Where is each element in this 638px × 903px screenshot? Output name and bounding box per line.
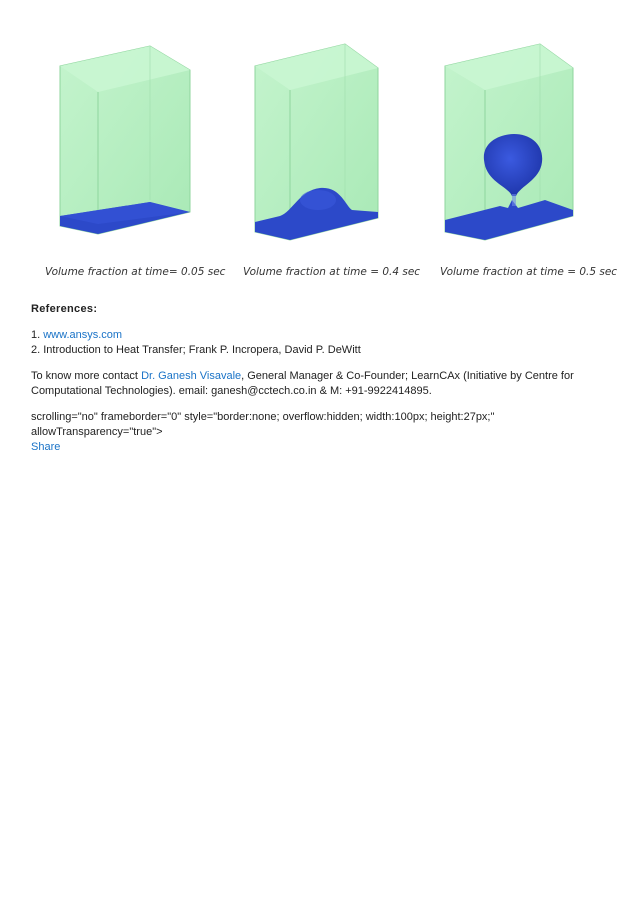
contact-intro: To know more contact bbox=[31, 370, 142, 382]
caption-panel-1: Volume fraction at time= 0.05 sec bbox=[45, 266, 226, 278]
caption-panel-3: Volume fraction at time = 0.5 sec bbox=[440, 266, 618, 278]
references-heading: References: bbox=[31, 303, 98, 315]
caption-panel-2: Volume fraction at time = 0.4 sec bbox=[243, 266, 421, 278]
reference-item-1 bbox=[31, 328, 601, 343]
embed-code-line-2: allowTransparency="true"> bbox=[31, 426, 163, 438]
contact-paragraph bbox=[31, 369, 601, 399]
volume-fraction-figure bbox=[0, 0, 638, 290]
panel-1-box bbox=[60, 46, 190, 234]
reference-1-prefix: 1. bbox=[31, 329, 44, 341]
share-link[interactable]: Share bbox=[31, 441, 61, 453]
simulation-illustration bbox=[0, 0, 638, 265]
panel-3-box bbox=[445, 44, 573, 240]
embed-code-line-1: scrolling="no" frameborder="0" style="border:none; overflow:hidden; width:100px; height:27px;" bbox=[31, 411, 495, 423]
contact-name-link[interactable]: Dr. Ganesh Visavale bbox=[141, 370, 242, 382]
panel-2-box bbox=[255, 44, 378, 240]
ansys-link[interactable]: www.ansys.com bbox=[43, 329, 123, 341]
embed-code-text bbox=[31, 410, 601, 455]
contact-details: , General Manager & Co-Founder; LearnCAx (Initiative by Centre for Computational Technologies). email: ganesh@cctech.co.in & M: +91-9922414895. bbox=[31, 370, 574, 397]
reference-item-2: 2. Introduction to Heat Transfer; Frank P. Incropera, David P. DeWitt bbox=[31, 344, 361, 356]
article-text bbox=[31, 302, 601, 455]
